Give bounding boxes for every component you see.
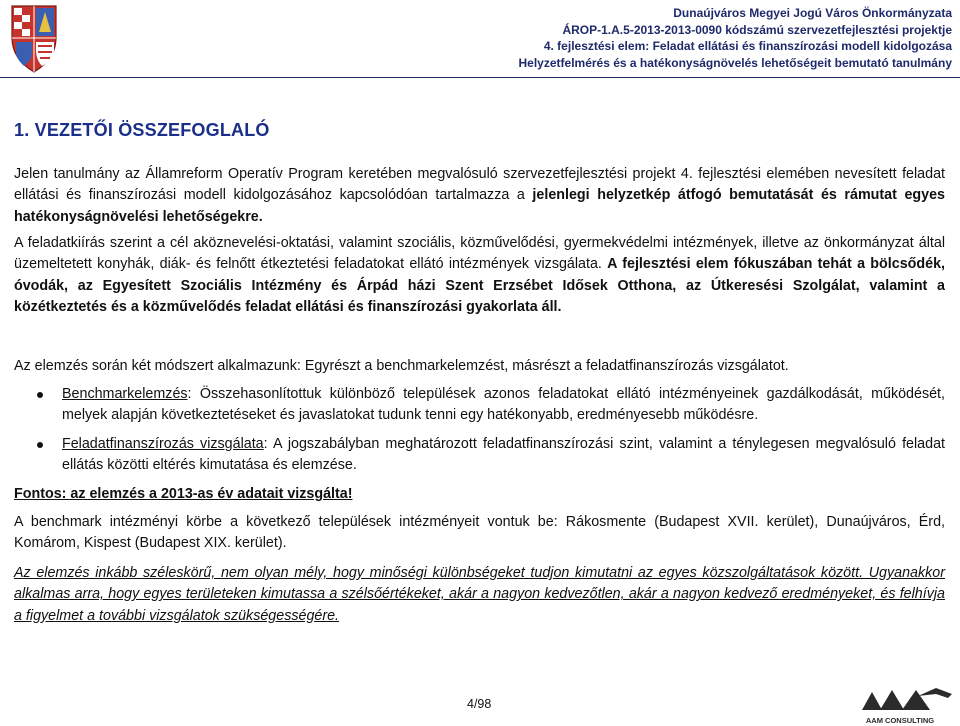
header-rule [0,77,960,78]
paragraph-limitations: Az elemzés inkább széleskörű, nem olyan mély, hogy minőségi különbségeket tudjon kimutatni az egyes közszolgáltatások között. Ugyanakkor alkalmas arra, hogy egyes területeken kimutassa a szélsőértékeket, akár a nagyon kedvezőtlen, akár a nagyon kedvező eredményeket, és felhívja a figyelmet a további vizsgálatok szükségességére. [14,565,945,624]
header-text-block [519,5,953,71]
bullet-term: Benchmarkelemzés [62,386,188,402]
paragraph-scope-bold: A fejlesztési elem fókuszában tehát a bölcsődék, óvodák, az Egyesített Szociális Intézmény és Árpád házi Szent Erzsébet Idősek Otthona, az Útkeresési Szolgálat, valamint a közétkeztetés és a közművelődés feladat ellátási és finanszírozási gyakorlata áll. [14,256,945,315]
important-note: Fontos: az elemzés a 2013-as év adatait vizsgálta! [14,486,353,502]
bullet-term: Feladatfinanszírozás vizsgálata [62,436,264,452]
paragraph-intro-text: Jelen tanulmány az Államreform Operatív Program keretében megvalósuló szervezetfejlesztési projekt 4. fejlesztési elemében nevesített feladat ellátási és finanszírozási modell kidolgozásához kapcsolódóan tartalmazza a [14,166,945,204]
bullet-item [14,434,945,477]
paragraph-scope-text: A feladatkiírás szerint a cél aköznevelési-oktatási, valamint szociális, közművelődési, gyermekvédelmi intézmények, illetve az önkormányzat által üzemeltetett konyhák, diák- és felnőtt étkeztetési feladatokat ellátó intézmények vizsgálata. [14,235,945,273]
aam-consulting-logo-icon [860,686,954,726]
paragraph-intro-bold: jelenlegi helyzetkép átfogó bemutatását és rámutat egyes hatékonyságnövelési lehetőségekre. [14,187,945,225]
bullet-dot-icon [37,392,43,398]
header-line-4: Helyzetfelmérés és a hatékonyságnövelés lehetőségeit bemutató tanulmány [518,55,952,70]
paragraph-intro [14,164,945,228]
coat-of-arms-icon [6,2,62,74]
bullet-dot-icon [37,442,43,448]
page-number: 4/98 [467,697,492,711]
page-header [0,0,960,78]
bullet-text: : A jogszabályban meghatározott feladatfinanszírozási szint, valamint a ténylegesen megvalósuló feladat ellátás közötti eltérés kimutatása és elemzése. [62,436,945,474]
logo-text: AAM CONSULTING [865,716,935,725]
header-line-3: 4. fejlesztési elem: Feladat ellátási és finanszírozási modell kidolgozása [543,39,952,53]
paragraph-methods: Az elemzés során két módszert alkalmazunk: Egyrészt a benchmarkelemzést, másrészt a feladatfinanszírozás vizsgálatot. [14,358,789,374]
bullet-text: : Összehasonlítottuk különböző települések azonos feladatokat ellátó intézményeinek gazdálkodását, működését, melyek alapján következtetéseket és javaslatokat tudunk tenni egy hatékonyabb, eredményesebb működésre. [62,386,945,424]
paragraph-scope [14,233,945,318]
section-title: 1. VEZETŐI ÖSSZEFOGLALÓ [14,120,270,140]
bullet-item [14,384,945,427]
paragraph-benchmark-scope: A benchmark intézményi körbe a következő települések intézményeit vontuk be: Rákosmente (Budapest XVII. kerület), Dunaújváros, Érd, Komárom, Kispest (Budapest XIX. kerület). [14,514,945,552]
header-line-2: ÁROP-1.A.5-2013-2013-0090 kódszámú szervezetfejlesztési projektje [562,22,952,37]
header-line-1: Dunaújváros Megyei Jogú Város Önkormányzata [673,6,952,20]
